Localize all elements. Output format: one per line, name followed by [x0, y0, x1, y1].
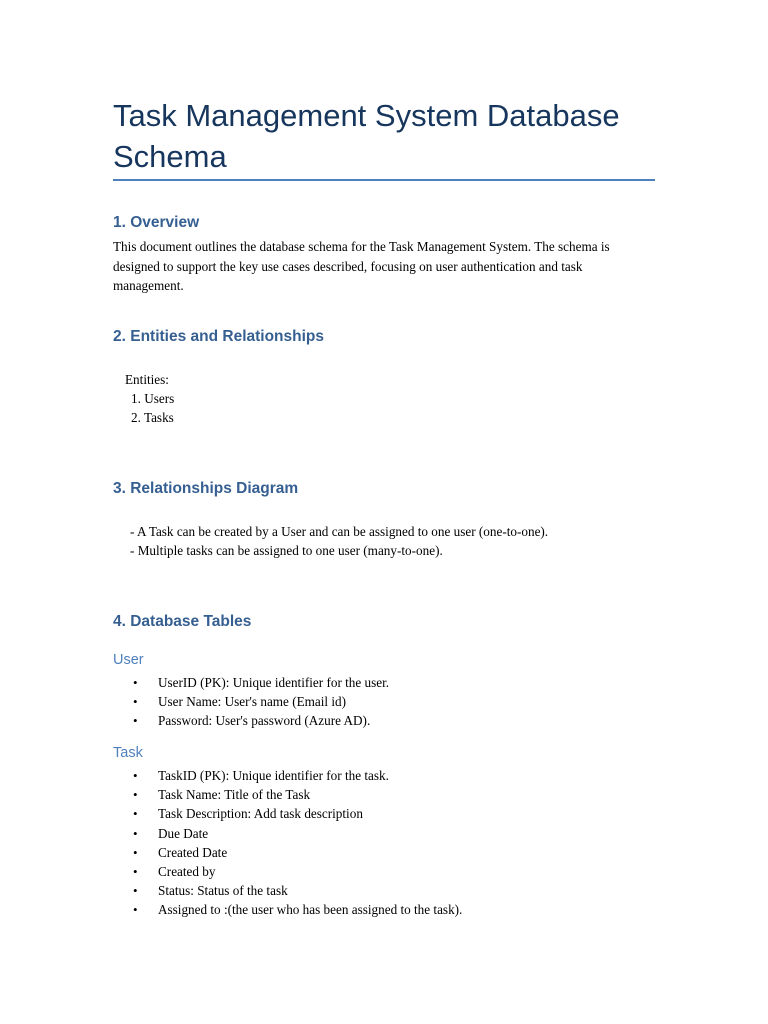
bullet-icon: • — [133, 863, 138, 879]
field-text: Task Description: Add task description — [158, 806, 363, 822]
bullet-icon: • — [133, 675, 138, 690]
user-table-heading: User — [113, 652, 144, 668]
bullet-icon: • — [133, 825, 138, 841]
list-item — [113, 900, 462, 919]
bullet-icon: • — [133, 806, 138, 822]
field-text: Due Date — [158, 825, 209, 841]
list-item — [113, 862, 462, 881]
field-text: Assigned to :(the user who has been assigned to the task). — [158, 902, 463, 918]
overview-heading: 1. Overview — [113, 214, 200, 231]
entities-list — [125, 370, 174, 428]
bullet-icon: • — [133, 883, 138, 899]
list-item — [113, 881, 462, 900]
field-text: Password: User's password (Azure AD). — [158, 713, 371, 729]
field-text: User Name: User's name (Email id) — [158, 694, 347, 710]
field-text: Created by — [158, 863, 216, 879]
bullet-icon: • — [133, 713, 138, 729]
field-text: Status: Status of the task — [158, 883, 288, 899]
entity-item: 2. Tasks — [131, 410, 174, 426]
field-text: Created Date — [158, 844, 228, 860]
bullet-icon: • — [133, 902, 138, 918]
user-field-list — [113, 673, 389, 731]
entities-heading: 2. Entities and Relationships — [113, 328, 325, 345]
list-item — [113, 673, 389, 692]
list-item — [113, 843, 462, 862]
relationship-line: - A Task can be created by a User and can be assigned to one user (one-to-one). — [130, 524, 549, 539]
list-item — [113, 711, 389, 730]
tables-heading: 4. Database Tables — [113, 613, 252, 630]
document-title: Task Management System Database Schema — [113, 98, 620, 174]
field-text: Task Name: Title of the Task — [158, 787, 311, 803]
field-text: TaskID (PK): Unique identifier for the task. — [158, 768, 389, 783]
relationships-heading: 3. Relationships Diagram — [113, 480, 299, 497]
title-underline — [113, 179, 655, 181]
list-item — [113, 804, 462, 823]
list-item — [113, 766, 462, 785]
task-table-heading: Task — [113, 745, 143, 761]
relationship-line: - Multiple tasks can be assigned to one user (many-to-one). — [130, 543, 443, 559]
field-text: UserID (PK): Unique identifier for the user. — [158, 675, 390, 690]
bullet-icon: • — [133, 844, 138, 860]
overview-paragraph: This document outlines the database schema for the Task Management System. The schema is designed to support the key use cases described, focusing on user authentication and task management. — [113, 239, 610, 293]
list-item — [113, 692, 389, 711]
relationships-list — [130, 522, 548, 560]
list-item — [113, 785, 462, 804]
entity-item: 1. Users — [131, 391, 175, 407]
task-field-list — [113, 766, 462, 920]
list-item — [113, 824, 462, 843]
entities-label: Entities: — [125, 372, 169, 387]
bullet-icon: • — [133, 787, 138, 803]
bullet-icon: • — [133, 768, 138, 783]
bullet-icon: • — [133, 694, 138, 710]
